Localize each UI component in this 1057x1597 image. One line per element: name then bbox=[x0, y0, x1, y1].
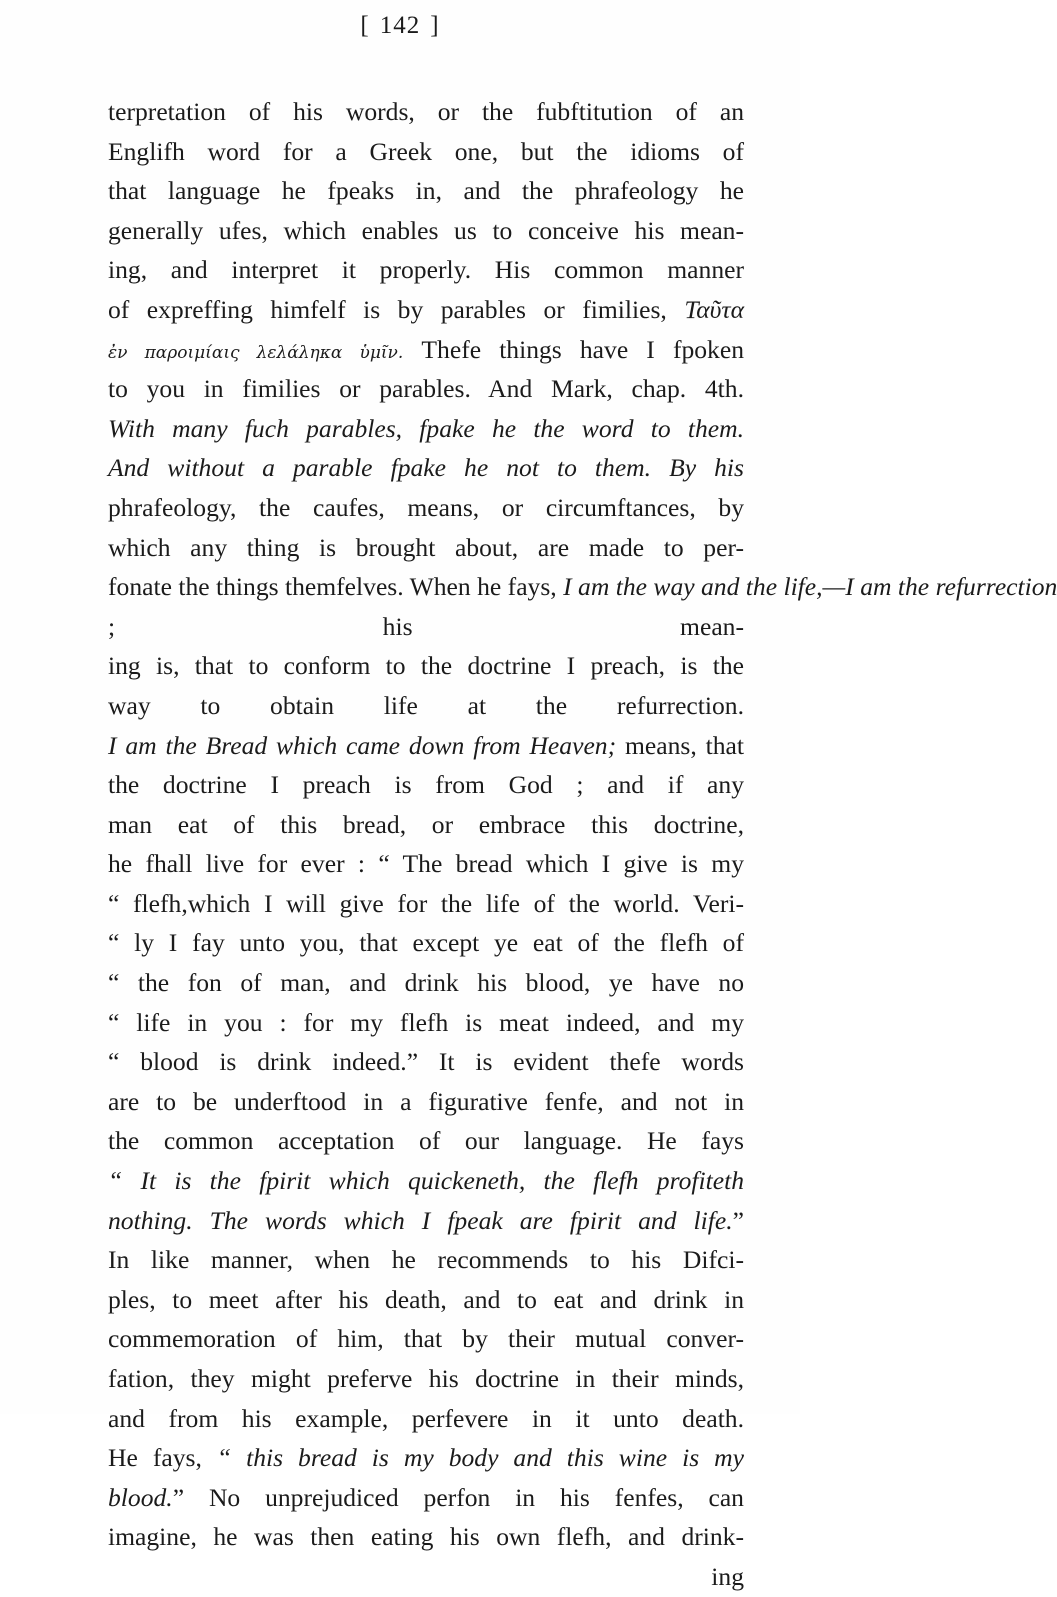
greek-phrase: ἐν παροιμίαις λελάληκα ὑμῖν. bbox=[108, 342, 404, 363]
text-segment: He fays, bbox=[108, 1443, 202, 1473]
text-line: With many fuch parables, fpake he the word to them. bbox=[108, 413, 744, 443]
text-line: “ It is the fpirit which quickeneth, the flefh profiteth bbox=[108, 1166, 744, 1196]
text-line: that language he fpeaks in, and the phrafeology he bbox=[108, 176, 744, 206]
text-line: and from his example, perfevere in it unto death. bbox=[108, 1403, 744, 1433]
text-segment: of expreffing himfelf is by parables or fimilies, bbox=[108, 294, 667, 324]
italic-segment: The words which I fpeak are fpirit and life. bbox=[209, 1205, 733, 1235]
text-line bbox=[108, 1478, 744, 1518]
text-line: phrafeology, the caufes, means, or circumftances, by bbox=[108, 492, 744, 522]
text-line: man eat of this bread, or embrace this doctrine, bbox=[108, 809, 744, 839]
text-line bbox=[108, 1201, 744, 1241]
text-line bbox=[108, 330, 744, 370]
greek-word: Ταῦτα bbox=[684, 294, 744, 324]
text-line: imagine, he was then eating his own flefh, and drink- bbox=[108, 1522, 744, 1552]
text-line: terpretation of his words, or the fubftitution of an bbox=[108, 97, 744, 126]
text-line: ples, to meet after his death, and to eat and drink in bbox=[108, 1284, 744, 1314]
text-segment: means, that bbox=[625, 730, 745, 760]
text-line bbox=[108, 567, 1057, 607]
text-line bbox=[108, 448, 744, 488]
text-line: he fhall live for ever : “ The bread which I give is my bbox=[108, 849, 744, 879]
text-line: to you in fimilies or parables. And Mark, chap. 4th. bbox=[108, 374, 744, 404]
text-line: “ blood is drink indeed.” It is evident thefe words bbox=[108, 1047, 744, 1077]
text-line bbox=[108, 1438, 744, 1478]
text-line: commemoration of him, that by their mutual conver- bbox=[108, 1324, 744, 1354]
text-line: “ life in you : for my flefh is meat indeed, and my bbox=[108, 1007, 744, 1037]
text-line bbox=[108, 607, 744, 647]
page-number-bracket-right: ] bbox=[430, 12, 440, 39]
italic-segment: And without a parable fpake he not to them. By his bbox=[108, 453, 744, 483]
text-line bbox=[108, 726, 744, 766]
text-line: the common acceptation of our language. He fays bbox=[108, 1126, 744, 1156]
text-segment: fonate the things themfelves. When he fays, bbox=[108, 572, 557, 602]
text-segment: No unprejudiced perfon in his fenfes, can bbox=[208, 1482, 744, 1512]
text-line: ing, and interpret it properly. His common manner bbox=[108, 255, 744, 285]
text-line: “ ly I fay unto you, that except ye eat of the flefh of bbox=[108, 928, 744, 958]
text-segment: ” bbox=[172, 1482, 185, 1512]
text-segment: Thefe things have I fpoken bbox=[421, 334, 745, 364]
italic-segment: blood. bbox=[108, 1482, 173, 1512]
body-text bbox=[108, 92, 1057, 1597]
italic-segment: I am the way and the life,—I am the refurrection bbox=[563, 572, 1057, 602]
text-line: “ flefh,which I will give for the life of the world. Veri- bbox=[108, 888, 744, 918]
page-number-value: 142 bbox=[379, 12, 421, 39]
page-number bbox=[0, 12, 800, 40]
text-segment: his mean- bbox=[382, 611, 744, 641]
text-line: fation, they might preferve his doctrine in their minds, bbox=[108, 1364, 744, 1393]
text-line bbox=[108, 686, 744, 726]
italic-segment: nothing. bbox=[108, 1205, 193, 1235]
page-number-bracket-left: [ bbox=[360, 12, 370, 39]
catchword: ing bbox=[711, 1561, 744, 1591]
text-line: Englifh word for a Greek one, but the idioms of bbox=[108, 136, 744, 166]
text-segment: ” bbox=[732, 1205, 744, 1235]
text-segment: way to obtain life at the refurrection. bbox=[108, 690, 744, 720]
text-line: In like manner, when he recommends to his Difci- bbox=[108, 1245, 744, 1275]
text-line: generally ufes, which enables us to conceive his mean- bbox=[108, 215, 744, 245]
text-line: are to be underftood in a figurative fenfe, and not in bbox=[108, 1086, 744, 1116]
text-line: “ the fon of man, and drink his blood, ye have no bbox=[108, 968, 744, 998]
text-segment: ; bbox=[108, 611, 116, 641]
text-line: which any thing is brought about, are made to per- bbox=[108, 532, 744, 562]
italic-segment: “ this bread is my body and this wine is my bbox=[216, 1443, 745, 1473]
italic-segment: I am the Bread which came down from Heaven; bbox=[108, 730, 617, 760]
text-line bbox=[108, 290, 744, 330]
text-line: the doctrine I preach is from God ; and if any bbox=[108, 770, 744, 800]
text-line: ing is, that to conform to the doctrine I preach, is the bbox=[108, 651, 744, 681]
